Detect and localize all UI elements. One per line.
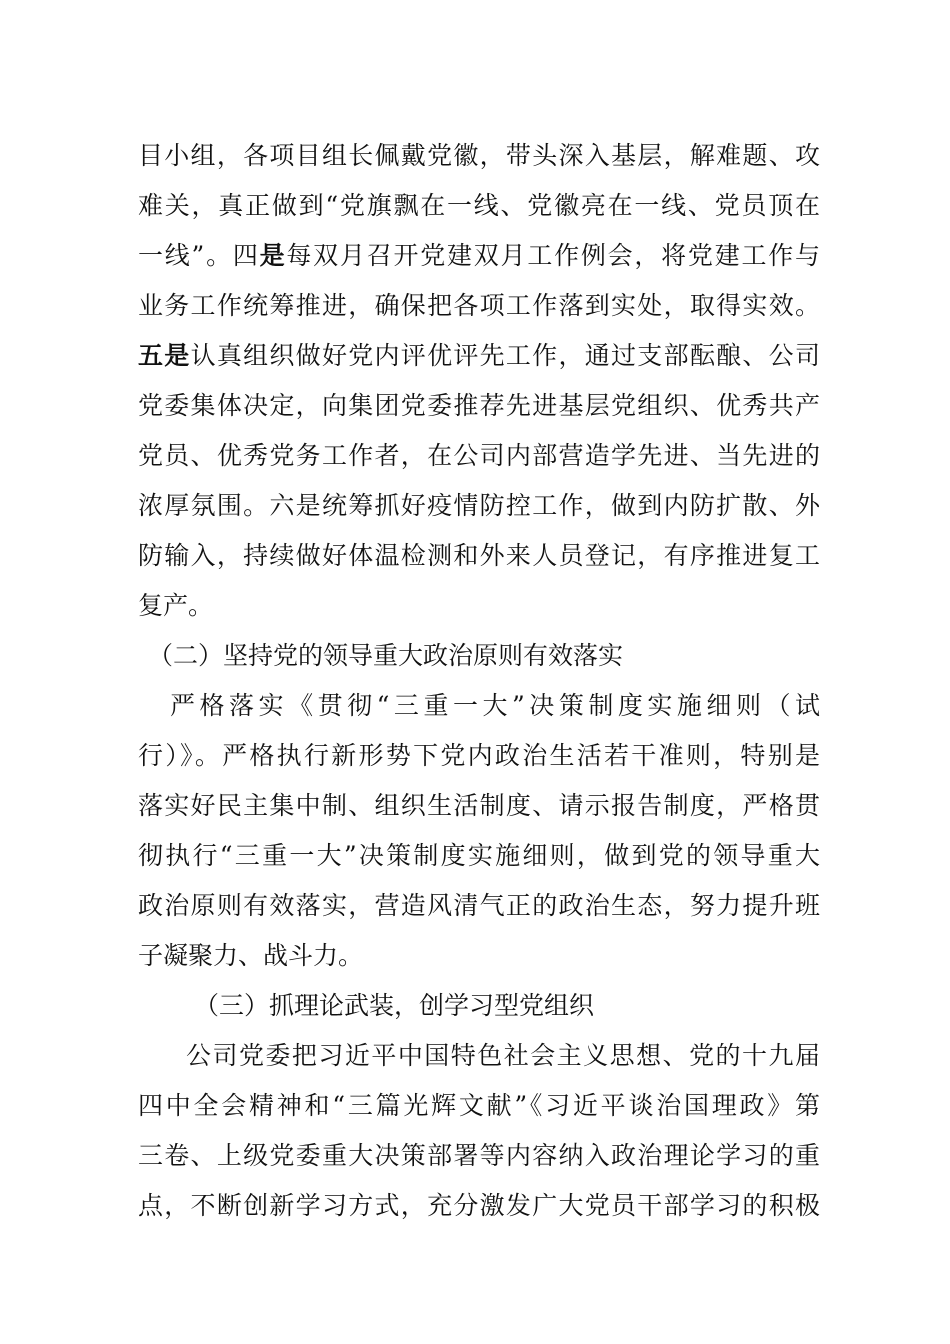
body-text-line: 严格落实《贯彻“三重一大”决策制度实施细则（试: [170, 691, 820, 720]
body-text-line: 复产。: [138, 591, 214, 620]
body-text-line: [138, 236, 820, 276]
body-text-line: 目小组，各项目组长佩戴党徽，带头深入基层，解难题、攻: [138, 141, 820, 170]
emphasis-text: 是: [259, 241, 287, 270]
body-text-line: 党员、优秀党务工作者，在公司内部营造学先进、当先进的: [138, 441, 820, 470]
text-segment: 每双月召开党建双月工作例会，将党建工作与: [286, 241, 820, 270]
section-heading: （二）坚持党的领导重大政治原则有效落实: [148, 641, 624, 670]
body-text-line: 党委集体决定，向集团党委推荐先进基层党组织、优秀共产: [138, 391, 820, 420]
body-text-line: [138, 336, 820, 376]
body-text-line: 浓厚氛围。六是统筹抓好疫情防控工作，做到内防扩散、外: [138, 491, 820, 520]
body-text-line: 四中全会精神和“三篇光辉文献”《习近平谈治国理政》第: [138, 1091, 820, 1120]
emphasis-text: 是: [164, 341, 191, 370]
body-text-line: 公司党委把习近平中国特色社会主义思想、党的十九届: [186, 1041, 820, 1070]
text-segment: 五: [138, 341, 165, 370]
body-text-line: 防输入，持续做好体温检测和外来人员登记，有序推进复工: [138, 541, 820, 570]
body-text-line: 落实好民主集中制、组织生活制度、请示报告制度，严格贯: [138, 791, 820, 820]
body-text-line: 政治原则有效落实，营造风清气正的政治生态，努力提升班: [138, 891, 820, 920]
body-text-line: 点，不断创新学习方式，充分激发广大党员干部学习的积极: [138, 1191, 820, 1220]
body-text-line: 难关，真正做到“党旗飘在一线、党徽亮在一线、党员顶在: [138, 191, 820, 220]
body-text-line: 业务工作统筹推进，确保把各项工作落到实处，取得实效。: [138, 291, 820, 320]
body-text-line: 三卷、上级党委重大决策部署等内容纳入政治理论学习的重: [138, 1141, 820, 1170]
body-text-line: 行）》。严格执行新形势下党内政治生活若干准则，特别是: [138, 741, 820, 770]
body-text-line: 子凝聚力、战斗力。: [138, 941, 364, 970]
section-heading: （三）抓理论武装，创学习型党组织: [194, 991, 595, 1020]
body-text-line: 彻执行“三重一大”决策制度实施细则，做到党的领导重大: [138, 841, 820, 870]
text-segment: 一线”。四: [138, 241, 260, 270]
text-segment: 认真组织做好党内评优评先工作，通过支部酝酿、公司: [190, 341, 820, 370]
